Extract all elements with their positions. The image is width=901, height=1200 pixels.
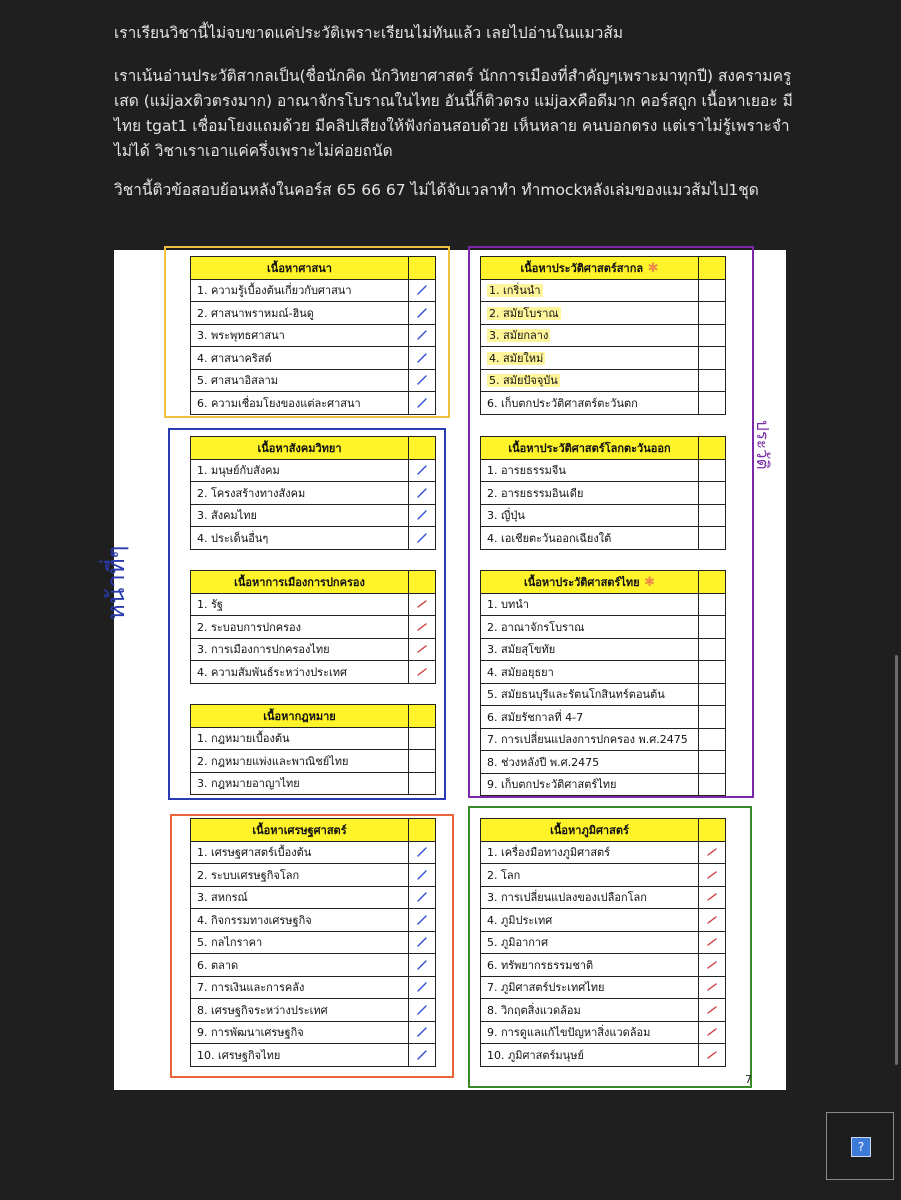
check-cell	[699, 369, 726, 392]
handwritten-tick-icon	[706, 936, 718, 948]
check-cell	[699, 482, 726, 505]
row-label: 2. อาณาจักรโบราณ	[487, 620, 585, 634]
table-row	[481, 527, 726, 550]
check-cell	[409, 638, 436, 661]
table-row	[481, 1044, 726, 1067]
check-cell	[409, 482, 436, 505]
table-row	[191, 302, 436, 325]
row-label: 4. กิจกรรมทางเศรษฐกิจ	[197, 913, 312, 927]
check-column-header	[699, 819, 726, 842]
table-row	[481, 773, 726, 796]
check-column-header	[409, 819, 436, 842]
check-column-header	[409, 437, 436, 460]
table-row	[191, 1044, 436, 1067]
table-title: เนื้อหาการเมืองการปกครอง	[191, 571, 409, 594]
check-cell	[699, 616, 726, 639]
table-row	[481, 302, 726, 325]
check-cell	[699, 459, 726, 482]
table-row	[481, 909, 726, 932]
handwritten-tick-icon	[706, 1026, 718, 1038]
row-label: 2. โครงสร้างทางสังคม	[197, 486, 306, 500]
table-row	[481, 392, 726, 415]
row-label: 5. ศาสนาอิสลาม	[197, 374, 279, 388]
row-label: 3. ญี่ปุ่น	[487, 509, 525, 523]
table-row	[191, 392, 436, 415]
row-label: 1. เกริ่นนำ	[489, 284, 541, 298]
table-row	[191, 976, 436, 999]
table-row	[481, 638, 726, 661]
row-label: 4. สมัยอยุธยา	[487, 665, 554, 679]
row-label: 3. สหกรณ์	[197, 891, 248, 905]
handwritten-tick-icon	[706, 959, 718, 971]
check-cell	[699, 706, 726, 729]
check-cell	[409, 527, 436, 550]
row-label: 4. ความสัมพันธ์ระหว่างประเทศ	[197, 665, 347, 679]
handwritten-tick-icon	[706, 1049, 718, 1061]
check-cell	[409, 1021, 436, 1044]
row-label: 2. สมัยโบราณ	[489, 306, 559, 320]
check-cell	[699, 976, 726, 999]
table-row	[481, 931, 726, 954]
row-label: 1. กฎหมายเบื้องต้น	[197, 732, 290, 746]
eastern-history-table	[480, 436, 726, 550]
handwritten-tick-icon	[706, 981, 718, 993]
handwritten-tick-icon	[416, 1026, 428, 1038]
handwritten-tick-icon	[416, 307, 428, 319]
row-label: 10. ภูมิศาสตร์มนุษย์	[487, 1048, 584, 1062]
table-title: เนื้อหาประวัติศาสตร์สากล ✱	[481, 257, 699, 280]
check-cell	[699, 683, 726, 706]
table-row	[481, 954, 726, 977]
check-cell	[699, 728, 726, 751]
handwritten-tick-icon	[416, 464, 428, 476]
row-label: 1. บทนำ	[487, 598, 529, 612]
table-title: เนื้อหาสังคมวิทยา	[191, 437, 409, 460]
row-label: 2. ศาสนาพราหมณ์-ฮินดู	[197, 306, 314, 320]
table-row	[191, 527, 436, 550]
handwritten-tick-icon	[416, 621, 428, 633]
handwritten-tick-icon	[706, 869, 718, 881]
row-label: 5. ภูมิอากาศ	[487, 936, 549, 950]
row-label: 3. การเมืองการปกครองไทย	[197, 643, 330, 657]
check-cell	[409, 772, 436, 795]
check-column-header	[699, 257, 726, 280]
table-row	[191, 931, 436, 954]
check-cell	[699, 1044, 726, 1067]
check-cell	[409, 727, 436, 750]
world-history-table	[480, 256, 726, 415]
row-label: 3. สังคมไทย	[197, 509, 257, 523]
table-row	[481, 369, 726, 392]
row-label: 7. การเงินและการคลัง	[197, 981, 305, 995]
check-cell	[409, 976, 436, 999]
table-row	[191, 369, 436, 392]
check-column-header	[409, 705, 436, 728]
check-cell	[699, 954, 726, 977]
table-row	[481, 999, 726, 1022]
table-row	[481, 347, 726, 370]
handwritten-tick-icon	[416, 509, 428, 521]
check-cell	[699, 751, 726, 774]
row-label: 2. โลก	[487, 868, 521, 882]
table-row	[481, 661, 726, 684]
row-label: 10. เศรษฐกิจไทย	[197, 1048, 281, 1062]
table-row	[481, 728, 726, 751]
row-label: 5. สมัยธนบุรีและรัตนโกสินทร์ตอนต้น	[487, 688, 665, 702]
row-label: 3. กฎหมายอาญาไทย	[197, 777, 300, 791]
handwritten-tick-icon	[706, 846, 718, 858]
check-cell	[409, 661, 436, 684]
row-label: 7. ภูมิศาสตร์ประเทศไทย	[487, 981, 605, 995]
handwritten-tick-icon	[416, 869, 428, 881]
check-cell	[699, 302, 726, 325]
handwritten-tick-icon	[416, 329, 428, 341]
table-row	[191, 593, 436, 616]
check-cell	[409, 999, 436, 1022]
table-row	[481, 976, 726, 999]
check-cell	[699, 931, 726, 954]
table-row	[191, 616, 436, 639]
table-row	[481, 616, 726, 639]
post-paragraph-3: วิชานี้ติวข้อสอบย้อนหลังในคอร์ส 65 66 67 ไม่ได้จับเวลาทำ ทำmockหลังเล่มของแมวส้มไป1ชุด	[114, 181, 759, 199]
check-cell	[699, 909, 726, 932]
row-label: 3. สมัยกลาง	[489, 329, 549, 343]
check-cell	[699, 999, 726, 1022]
table-row	[481, 459, 726, 482]
row-label: 9. เก็บตกประวัติศาสตร์ไทย	[487, 778, 617, 792]
table-row	[481, 841, 726, 864]
table-row	[191, 954, 436, 977]
table-row	[191, 324, 436, 347]
table-row	[481, 593, 726, 616]
row-label: 1. เศรษฐศาสตร์เบื้องต้น	[197, 846, 312, 860]
table-row	[481, 864, 726, 887]
post-paragraph-1: เราเรียนวิชานี้ไม่จบขาดแค่ประวัติเพราะเรียนไม่ทันแล้ว เลยไปอ่านในแมวส้ม	[114, 24, 624, 42]
table-row	[191, 727, 436, 750]
row-label: 6. ทรัพยากรธรรมชาติ	[487, 958, 594, 972]
handwritten-tick-icon	[416, 397, 428, 409]
handwritten-tick-icon	[706, 914, 718, 926]
handwritten-tick-icon	[416, 914, 428, 926]
check-cell	[409, 886, 436, 909]
table-row	[191, 772, 436, 795]
row-label: 1. เครื่องมือทางภูมิศาสตร์	[487, 846, 611, 860]
handwritten-tick-icon	[416, 352, 428, 364]
economics-table	[190, 818, 436, 1067]
check-cell	[409, 909, 436, 932]
check-cell	[699, 661, 726, 684]
table-title: เนื้อหาภูมิศาสตร์	[481, 819, 699, 842]
handwritten-tick-icon	[416, 666, 428, 678]
check-cell	[699, 593, 726, 616]
check-cell	[409, 841, 436, 864]
check-cell	[409, 954, 436, 977]
table-row	[191, 504, 436, 527]
check-cell	[409, 347, 436, 370]
check-column-header	[699, 437, 726, 460]
table-row	[481, 324, 726, 347]
row-label: 9. การพัฒนาเศรษฐกิจ	[197, 1026, 304, 1040]
check-cell	[699, 392, 726, 415]
handwritten-tick-icon	[416, 487, 428, 499]
handwritten-tick-icon	[416, 643, 428, 655]
check-cell	[699, 347, 726, 370]
check-cell	[409, 459, 436, 482]
check-cell	[409, 369, 436, 392]
table-row	[191, 1021, 436, 1044]
check-cell	[409, 1044, 436, 1067]
row-label: 3. พระพุทธศาสนา	[197, 329, 285, 343]
religion-table	[190, 256, 436, 415]
check-cell	[409, 279, 436, 302]
row-label: 6. ความเชื่อมโยงของแต่ละศาสนา	[197, 396, 361, 410]
table-row	[481, 683, 726, 706]
check-column-header	[409, 257, 436, 280]
row-label: 1. รัฐ	[197, 598, 223, 612]
table-row	[191, 886, 436, 909]
handwritten-tick-icon	[416, 936, 428, 948]
check-cell	[699, 279, 726, 302]
handwritten-tick-icon	[416, 1049, 428, 1061]
table-row	[481, 751, 726, 774]
row-label: 1. ความรู้เบื้องต้นเกี่ยวกับศาสนา	[197, 284, 352, 298]
row-label: 7. การเปลี่ยนแปลงการปกครอง พ.ศ.2475	[487, 733, 688, 747]
check-column-header	[699, 571, 726, 594]
handwritten-tick-icon	[416, 374, 428, 386]
law-table	[190, 704, 436, 795]
table-row	[191, 638, 436, 661]
thai-history-table	[480, 570, 726, 796]
table-row	[481, 482, 726, 505]
check-cell	[409, 616, 436, 639]
row-label: 9. การดูแลแก้ไขปัญหาสิ่งแวดล้อม	[487, 1026, 651, 1040]
check-cell	[409, 302, 436, 325]
row-label: 4. สมัยใหม่	[489, 351, 544, 365]
table-title: เนื้อหาเศรษฐศาสตร์	[191, 819, 409, 842]
row-label: 8. วิกฤตสิ่งแวดล้อม	[487, 1003, 581, 1017]
check-cell	[699, 1021, 726, 1044]
politics-table	[190, 570, 436, 684]
table-row	[191, 864, 436, 887]
table-title: เนื้อหาศาสนา	[191, 257, 409, 280]
row-label: 6. ตลาด	[197, 958, 239, 972]
scrollbar-thumb[interactable]	[895, 655, 898, 1065]
table-row	[191, 909, 436, 932]
row-label: 5. สมัยปัจจุบัน	[489, 374, 558, 388]
table-row	[481, 886, 726, 909]
table-title: เนื้อหากฎหมาย	[191, 705, 409, 728]
help-button[interactable]	[826, 1112, 894, 1180]
geography-table	[480, 818, 726, 1067]
handwritten-tick-icon	[706, 891, 718, 903]
handwritten-tick-icon	[416, 846, 428, 858]
check-cell	[699, 504, 726, 527]
row-label: 6. เก็บตกประวัติศาสตร์ตะวันตก	[487, 396, 638, 410]
check-cell	[699, 527, 726, 550]
row-label: 3. สมัยสุโขทัย	[487, 643, 556, 657]
row-label: 1. อารยธรรมจีน	[487, 464, 566, 478]
row-label: 4. ศาสนาคริสต์	[197, 351, 272, 365]
page-number: 7	[745, 1073, 752, 1086]
handwritten-tick-icon	[416, 959, 428, 971]
check-cell	[699, 841, 726, 864]
study-checklist-image	[102, 250, 786, 1090]
handwritten-label-left: หน้าที่ๆ	[102, 545, 130, 620]
check-cell	[409, 750, 436, 773]
handwritten-tick-icon	[416, 981, 428, 993]
table-row	[191, 999, 436, 1022]
row-label: 5. กลไกราคา	[197, 936, 263, 950]
table-row	[191, 279, 436, 302]
check-cell	[409, 864, 436, 887]
row-label: 4. เอเชียตะวันออกเฉียงใต้	[487, 531, 612, 545]
row-label: 8. ช่วงหลังปี พ.ศ.2475	[487, 755, 600, 769]
check-cell	[699, 773, 726, 796]
help-question-icon: ?	[851, 1137, 871, 1157]
table-row	[481, 706, 726, 729]
star-doodle-icon: ✱	[643, 260, 659, 276]
table-row	[191, 459, 436, 482]
handwritten-tick-icon	[706, 1004, 718, 1016]
row-label: 1. มนุษย์กับสังคม	[197, 464, 280, 478]
check-cell	[699, 324, 726, 347]
row-label: 6. สมัยรัชกาลที่ 4-7	[487, 710, 584, 724]
table-title: เนื้อหาประวัติศาสตร์โลกตะวันออก	[481, 437, 699, 460]
row-label: 2. กฎหมายแพ่งและพาณิชย์ไทย	[197, 754, 349, 768]
table-row	[191, 661, 436, 684]
handwritten-tick-icon	[416, 1004, 428, 1016]
check-cell	[409, 324, 436, 347]
post-paragraph-2: เราเน้นอ่านประวัติสากลเป็น(ชื่อนักคิด นักวิทยาศาสตร์ นักการเมืองที่สำคัญๆเพราะมาทุกปี) สงครามครูเสด (แม่jaxติวตรงมาก) อาณาจักรโบราณในไทย อันนี้ก็ติวตรง แม่jaxคือดีมาก คอร์สถูก เนื้อหาเยอะ มีไทย tgat1 เชื่อมโยงแถมด้วย มีคลิปเสียงให้ฟังก่อนสอบด้วย เห็นหลาย คนบอกตรง แต่เราไม่รู้เพราะจำไม่ได้ วิชาเราเอาแค่ครึ่งเพราะไม่ค่อยถนัด	[114, 67, 793, 160]
check-cell	[409, 593, 436, 616]
row-label: 2. อารยธรรมอินเดีย	[487, 486, 584, 500]
handwritten-tick-icon	[416, 532, 428, 544]
check-cell	[409, 392, 436, 415]
check-cell	[409, 931, 436, 954]
row-label: 4. ภูมิประเทศ	[487, 913, 553, 927]
table-row	[481, 1021, 726, 1044]
table-row	[481, 504, 726, 527]
check-cell	[699, 886, 726, 909]
table-row	[481, 279, 726, 302]
sociology-table	[190, 436, 436, 550]
check-cell	[409, 504, 436, 527]
check-cell	[699, 864, 726, 887]
handwritten-label-right: ประวัติ	[752, 420, 772, 470]
row-label: 2. ระบบเศรษฐกิจโลก	[197, 868, 300, 882]
handwritten-tick-icon	[416, 598, 428, 610]
table-row	[191, 750, 436, 773]
check-cell	[699, 638, 726, 661]
table-row	[191, 347, 436, 370]
table-row	[191, 482, 436, 505]
handwritten-tick-icon	[416, 284, 428, 296]
table-row	[191, 841, 436, 864]
handwritten-tick-icon	[416, 891, 428, 903]
row-label: 8. เศรษฐกิจระหว่างประเทศ	[197, 1003, 328, 1017]
row-label: 2. ระบอบการปกครอง	[197, 620, 302, 634]
row-label: 3. การเปลี่ยนแปลงของเปลือกโลก	[487, 891, 647, 905]
star-doodle-icon: ✱	[639, 574, 655, 590]
row-label: 4. ประเด็นอื่นๆ	[197, 531, 269, 545]
check-column-header	[409, 571, 436, 594]
table-title: เนื้อหาประวัติศาสตร์ไทย ✱	[481, 571, 699, 594]
